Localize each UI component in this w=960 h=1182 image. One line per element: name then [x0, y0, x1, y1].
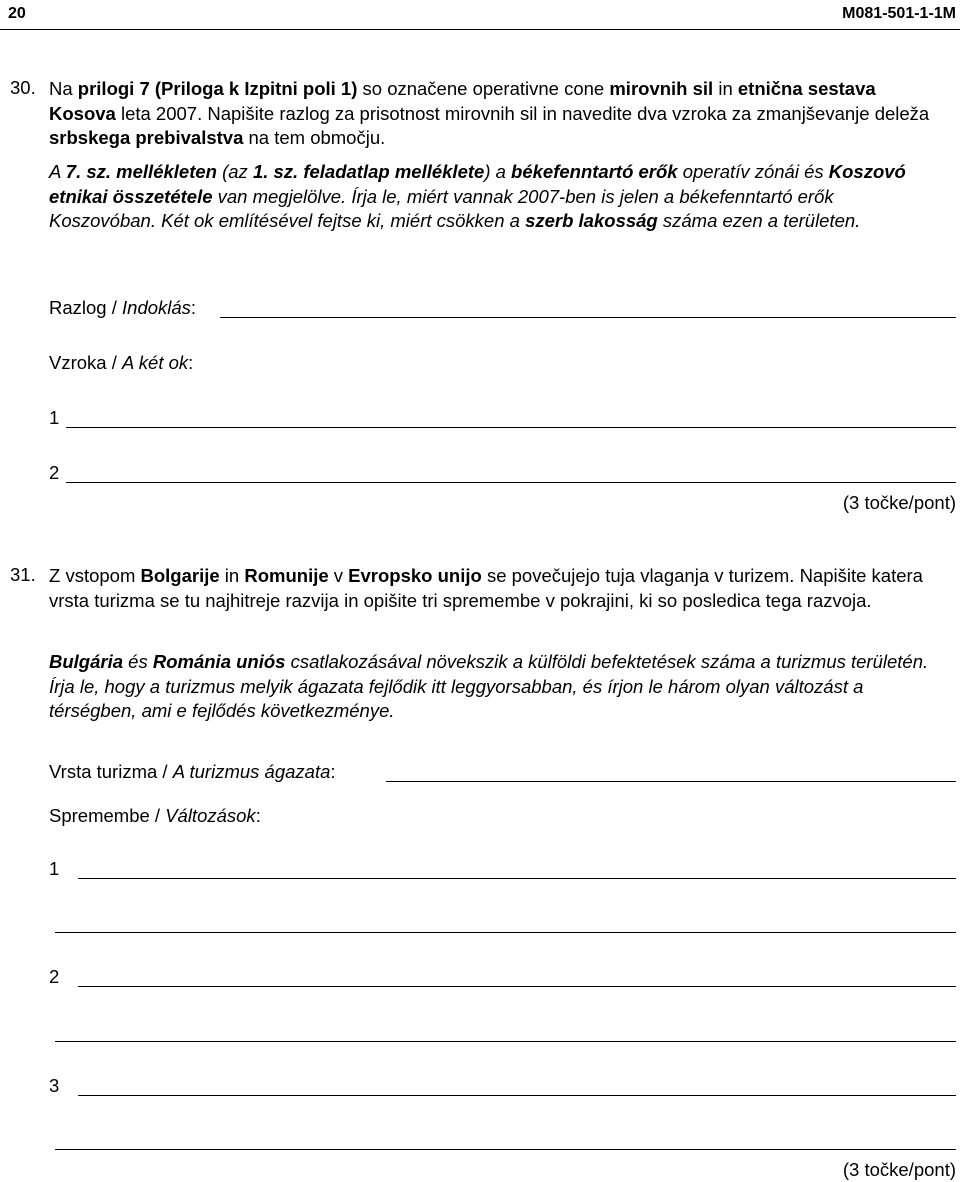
change-2-answer-line[interactable] [78, 986, 956, 987]
question-31-points: (3 točke/pont) [842, 1159, 956, 1180]
reason-answer-line[interactable] [220, 317, 956, 318]
change-2-number: 2 [49, 966, 60, 987]
question-30-text-hu: A 7. sz. mellékleten (az 1. sz. feladatlap melléklete) a békefenntartó erők operatív zónái és Koszovó etnikai összetétele van megjelölve. Írja le, miért vannak 2007-ben is jelen a békefenntartó erők Koszovóban. Két ok említésével fejtse ki, miért csökken a szerb lakosság száma ezen a területen. [49, 161, 906, 231]
change-1-answer-line-2[interactable] [55, 932, 956, 933]
page-header [0, 0, 960, 30]
change-1-answer-line[interactable] [78, 878, 956, 879]
tourism-type-label: Vrsta turizma / A turizmus ágazata: [49, 761, 336, 782]
tourism-type-answer-line[interactable] [386, 781, 956, 782]
question-31-number: 31. [10, 564, 36, 585]
question-31-text-sl: Z vstopom Bolgarije in Romunije v Evropsko unijo se povečujejo tuja vlaganja v turizem. Napišite katera vrsta turizma se tu najhitreje razvija in opišite tri spremembe v pokrajini, ki so posledica tega razvoja. [49, 565, 923, 611]
question-30-number: 30. [10, 77, 36, 98]
page-number: 20 [8, 5, 26, 22]
cause-2-number: 2 [49, 462, 60, 483]
change-2-answer-line-2[interactable] [55, 1041, 956, 1042]
cause-1-number: 1 [49, 407, 60, 428]
question-30-text-sl: Na prilogi 7 (Priloga k Izpitni poli 1) so označene operativne cone mirovnih sil in etnična sestava Kosova leta 2007. Napišite razlog za prisotnost mirovnih sil in navedite dva vzroka za zmanjševanje deleža srbskega prebivalstva na tem območju. [49, 78, 930, 148]
changes-label: Spremembe / Változások: [49, 805, 261, 826]
change-1-number: 1 [49, 858, 60, 879]
change-3-answer-line-2[interactable] [55, 1149, 956, 1150]
causes-label: Vzroka / A két ok: [49, 352, 194, 373]
document-code: M081-501-1-1M [842, 5, 956, 22]
cause-2-answer-line[interactable] [66, 482, 956, 483]
reason-label: Razlog / Indoklás: [49, 297, 197, 318]
change-3-number: 3 [49, 1075, 60, 1096]
cause-1-answer-line[interactable] [66, 427, 956, 428]
question-31-text-hu: Bulgária és Románia uniós csatlakozásával növekszik a külföldi befektetések száma a turizmus területén. Írja le, hogy a turizmus melyik ágazata fejlődik itt leggyorsabban, és írjon le három olyan változást a térségben, ami e fejlődés következménye. [49, 651, 929, 721]
change-3-answer-line[interactable] [78, 1095, 956, 1096]
question-30-points: (3 točke/pont) [842, 492, 956, 513]
